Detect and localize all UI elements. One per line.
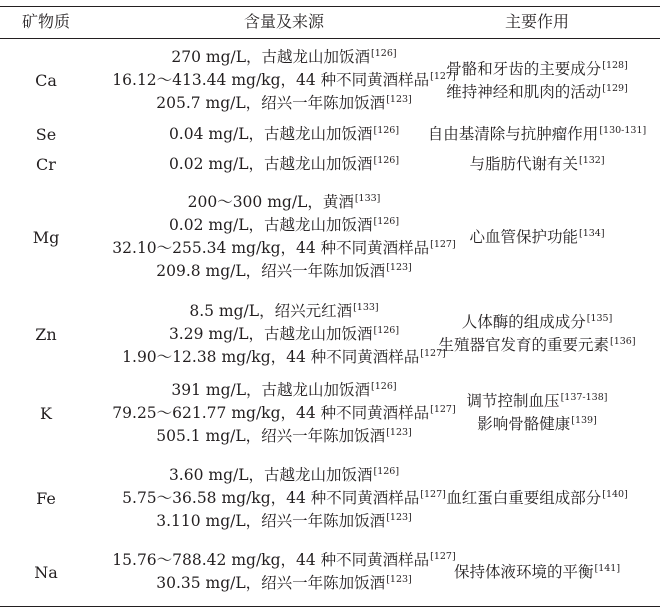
source-text: 3.29 mg/L，古越龙山加饭酒 [168,324,373,343]
source-line [156,572,411,595]
function-line [438,334,635,357]
source-text: 8.5 mg/L，绍兴元红酒 [189,301,353,320]
header-mineral: 矿物质 [21,12,71,31]
function-text: 保持体液环境的平衡 [453,562,594,581]
table-row [0,543,660,601]
table-row [0,295,660,373]
source-text: 0.02 mg/L，古越龙山加饭酒 [168,216,373,234]
reference-citation: [123] [386,574,412,585]
table-top-rule [0,6,660,7]
reference-citation: [126] [371,380,397,392]
source-text: 3.60 mg/L，古越龙山加饭酒 [168,465,373,484]
mineral-cell [0,373,92,453]
reference-citation: [133] [353,301,379,313]
reference-citation: [127] [430,551,456,562]
mineral-cell [0,453,92,543]
source-line [171,46,396,69]
mineral-cell [0,42,92,119]
reference-citation: [126] [371,48,397,59]
source-text: 270 mg/L，古越龙山加饭酒 [171,48,371,66]
source-line [169,464,399,487]
table-row [0,149,660,179]
function-line [446,58,628,81]
source-text: 5.75～36.58 mg/kg，44 种不同黄酒样品 [122,488,420,507]
header-rule [0,38,660,39]
table-row [0,373,660,453]
function-line [469,153,604,176]
mineral-name: Ca [35,71,57,90]
source-line [169,123,399,146]
function-text: 心血管保护功能 [469,227,578,246]
reference-citation: [129] [602,82,628,94]
source-text: 30.35 mg/L，绍兴一年陈加饭酒 [156,574,386,592]
function-line [446,81,628,104]
source-line [122,487,446,510]
source-text: 0.04 mg/L，古越龙山加饭酒 [168,124,373,143]
table-row [0,453,660,543]
mineral-name: Mg [32,227,60,247]
source-line [189,300,378,323]
reference-citation: [123] [386,262,412,273]
function-text: 调节控制血压 [466,392,560,410]
reference-citation: [133] [354,193,381,204]
function-cell [400,295,660,373]
reference-citation: [141] [594,562,621,574]
function-cell [400,453,660,543]
mineral-name: Cr [36,154,56,174]
reference-citation: [127] [430,403,456,415]
reference-citation: [139] [571,415,597,426]
reference-citation: [136] [609,336,636,347]
function-text: 人体酶的组成成分 [461,313,586,331]
function-text: 骨骼和牙齿的主要成分 [446,59,602,78]
mineral-name: K [40,403,52,423]
source-line [188,191,381,214]
function-line [428,123,646,146]
function-line [477,413,597,436]
source-text: 32.10～255.34 mg/kg，44 种不同黄酒样品 [112,239,430,257]
source-line [171,379,396,402]
source-line [156,510,411,533]
function-cell [400,149,660,179]
reference-citation: [137-138] [560,392,608,403]
reference-citation: [126] [373,324,400,336]
source-text: 79.25～621.77 mg/kg，44 种不同黄酒样品 [112,403,430,422]
mineral-name: Zn [35,324,57,344]
header-main-function: 主要作用 [504,12,570,31]
reference-citation: [126] [373,216,400,227]
source-text: 1.90～12.38 mg/kg，44 种不同黄酒样品 [122,347,420,366]
reference-citation: [126] [373,124,400,136]
function-text: 血红蛋白重要组成部分 [446,488,602,507]
table-bottom-rule [0,606,660,607]
function-text: 维持神经和肌肉的活动 [446,82,602,101]
reference-citation: [135] [586,313,613,324]
reference-citation: [123] [386,94,412,105]
reference-citation: [127] [430,71,456,82]
function-text: 影响骨骼健康 [477,415,571,433]
mineral-cell [0,179,92,295]
source-line [169,323,399,346]
reference-citation: [140] [602,488,628,500]
reference-citation: [127] [420,347,446,359]
reference-citation: [127] [420,488,446,500]
mineral-name: Fe [36,488,56,508]
table-row [0,179,660,295]
function-line [469,226,604,249]
mineral-cell [0,149,92,179]
source-line [156,92,411,115]
mineral-name: Se [35,124,57,144]
function-cell [400,373,660,453]
source-text: 209.8 mg/L，绍兴一年陈加饭酒 [156,262,386,280]
source-line [156,425,411,448]
source-text: 15.76～788.42 mg/kg，44 种不同黄酒样品 [112,551,430,569]
source-text: 0.02 mg/L，古越龙山加饭酒 [168,154,373,173]
function-cell [400,543,660,601]
reference-citation: [130-131] [599,124,647,136]
function-text: 生殖器官发育的重要元素 [438,336,609,354]
function-cell [400,119,660,149]
mineral-name: Na [34,562,58,582]
header-content-source: 含量及来源 [243,12,325,31]
source-line [169,153,399,176]
reference-citation: [126] [373,465,400,477]
source-text: 200～300 mg/L，黄酒 [187,193,354,211]
source-line [122,346,446,369]
source-text: 505.1 mg/L，绍兴一年陈加饭酒 [156,426,386,445]
table-row [0,42,660,119]
source-text: 3.110 mg/L，绍兴一年陈加饭酒 [156,511,386,530]
source-text: 16.12～413.44 mg/kg，44 种不同黄酒样品 [112,71,430,89]
reference-citation: [123] [386,426,412,438]
function-line [446,487,628,510]
source-text: 391 mg/L，古越龙山加饭酒 [171,380,371,399]
reference-citation: [128] [602,59,628,71]
function-text: 与脂肪代谢有关 [469,154,578,173]
function-line [467,390,608,413]
source-line [169,214,399,237]
reference-citation: [123] [386,511,412,523]
reference-citation: [132] [578,154,605,166]
table-row [0,119,660,149]
source-line [156,260,411,283]
function-cell [400,179,660,295]
source-text: 205.7 mg/L，绍兴一年陈加饭酒 [156,94,386,112]
function-cell [400,42,660,119]
reference-citation: [134] [578,227,605,239]
mineral-cell [0,295,92,373]
function-line [454,561,620,584]
function-line [462,311,613,334]
reference-citation: [126] [373,154,400,166]
mineral-cell [0,543,92,601]
mineral-cell [0,119,92,149]
function-text: 自由基清除与抗肿瘤作用 [427,124,599,143]
reference-citation: [127] [430,239,456,250]
